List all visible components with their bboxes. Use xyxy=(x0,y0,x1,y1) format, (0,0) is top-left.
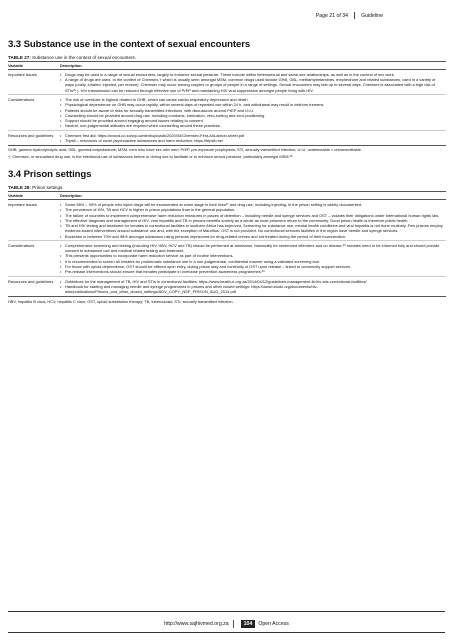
column-header-variable: Variable xyxy=(8,192,60,200)
document-type: Guideline xyxy=(361,12,383,19)
row-label: Considerations xyxy=(8,241,60,277)
list-item: • A range of drugs are used. In the context of Chemsex,† which is usually seen amongst MSM, common drugs used include GHB, GBL, methamphetamines, mephedrone and related substances, used in a variety of ways (orally, inhaled, injected, per rectum). Chemsex may occur among couples or groups of people in a range of settings. Sexual encounters may last up to several days. Chemsex is associated with a high risk of STIs²⁵ ). HIV transmission can be reduced through effective use of PrEP and maintaining HIV viral suppression amongst people living with HIV. xyxy=(60,77,444,93)
table-footnote: HBV, hepatitis B virus; HCV, hepatitis C virus; OST, opioid substitution therapy; TB, tuberculosis; STI, sexually transmitted infection. xyxy=(8,298,234,304)
row-label: Considerations xyxy=(8,95,60,131)
list-item: • The risk of overdose is highest related to GHB, which can cause cardio-respiratory depression and death. xyxy=(60,97,444,102)
page-content xyxy=(8,39,446,304)
footer-bar xyxy=(8,620,445,628)
resource-link[interactable]: • Handbook for starting and managing needle and syringe programmes in prisons and other closed settings: https://www.unodc.org/documents/hiv-aids/publications/Prisons_and_other_closed_settings/ADV_COPY_NSP_PRISON_AUG_2014.pdf xyxy=(60,284,444,295)
table-row xyxy=(8,277,446,297)
list-item: • Drugs may be used in a range of sexual encounters, largely to enhance sexual pleasure. These include within heterosexual and same-sex relationships, as well as in the context of sex work. xyxy=(60,72,444,77)
table-row xyxy=(8,241,446,277)
table-title: Prison settings. xyxy=(30,185,64,191)
table-row xyxy=(8,131,446,146)
footer-rule xyxy=(8,611,445,612)
table-footnote: †, Chemsex, or sexualised drug use, is the intentional use of substances before or during sex to facilitate or to enhance sexual pleasure, particularly amongst MSM.²⁶ xyxy=(8,154,293,159)
list-item: • This presents opportunities to incorporate harm reduction service as part of routine interventions. xyxy=(60,253,444,258)
row-label: Resources and guidelines xyxy=(8,131,60,146)
table-row xyxy=(8,200,446,241)
table-prison-settings xyxy=(8,191,446,297)
page-header xyxy=(316,12,383,19)
table-footnote: GHB, gamma-hydroxybutyric acid; GBL, gamma-butyrolactone; MSM, men who have sex with men; PrEP, pre-exposure prophylaxis; STI, sexually transmitted infection; U=U, undetectable = untransmittable. xyxy=(8,147,362,153)
footer-divider xyxy=(233,620,234,628)
table-row xyxy=(8,95,446,131)
list-item: • Neutral, non-judgemental attitudes are required when counselling around these practices. xyxy=(60,123,444,128)
list-item: • Physiological dependence on GHB may occur rapidly, within several days of repeated use within 24 h, and withdrawal may result in delirium tremens. xyxy=(60,102,444,107)
table-title: Substance use in the context of sexual encounters. xyxy=(30,55,137,60)
row-label: Resources and guidelines xyxy=(8,277,60,297)
list-item: • TB and HIV testing and treatment for inmates in correctional facilities in southern Africa has improved. Screening for substance use, mental health conditions and viral hepatitis is not done routinely. Few prisons employ evidence-based interventions around substance use and, with the exception of Mauritius, OST is not provided. No correctional services facilities in the region have needle and syringe services. xyxy=(60,223,444,234)
table-row xyxy=(8,70,446,95)
table-number: TABLE 28: xyxy=(8,185,31,191)
list-item: • The prevalence of HIV, TB and HCV is higher in prison populations than in the general population. xyxy=(60,207,444,212)
table-caption xyxy=(8,185,446,190)
table-caption xyxy=(8,55,446,60)
row-label: Important issues xyxy=(8,200,60,241)
resource-link[interactable]: • Guidelines for the management of TB, HIV and STIs in correctional facilities: https://www.health-e.org.za/2014/04/12/guidelines-management-tb-hiv-stis-correctional-facilities/ xyxy=(60,279,444,284)
list-item: • Pre-release interventions should ensure that inmates participate in overdose prevention awareness programmes.²⁸ xyxy=(60,269,444,274)
section-heading: 3.3 Substance use in the context of sexual encounters xyxy=(8,39,251,50)
column-header-description: Description xyxy=(60,192,446,200)
journal-url[interactable]: http://www.sajhivmed.org.za xyxy=(164,621,229,627)
page-number: 104 xyxy=(241,620,256,628)
section-prison-settings xyxy=(8,169,446,304)
column-header-variable: Variable xyxy=(8,62,60,70)
column-header-description: Description xyxy=(60,62,446,70)
list-item: • Buckshee is between 70% and 98% amongst substance-using persons imprisoned for drug-related crimes and not treated during the period of their incarceration. xyxy=(60,234,444,239)
list-item: • For those with opioid dependence, OST should be offered upon entry, during prison stay and continuity of OST upon release – linked to community support services. xyxy=(60,264,444,269)
page-footer xyxy=(8,611,445,627)
resource-link[interactable]: • Tripsit – resources of novel psychoactive substances and harm reduction: https://tripsit.me/ xyxy=(60,138,444,143)
list-item: • The failure of countries to implement comprehensive harm reduction measures in places of detention – including needle and syringe services and OST – violates their obligations under international human rights law. xyxy=(60,213,444,218)
list-item: • Counselling should be provided around drug use, including condoms, lubrication, zero-sorting and zero-positioning. xyxy=(60,113,444,118)
list-item: • Patients should be aware of risks for sexually transmitted infections, with discussions around PrEP and U=U. xyxy=(60,108,444,113)
list-item: • It is recommended to screen all inmates for problematic substance use in a non-judgemental, confidential manner using a validated screening tool. xyxy=(60,259,444,264)
table-number: TABLE 27: xyxy=(8,55,31,60)
table-substance-use xyxy=(8,61,446,146)
bottom-rule xyxy=(8,632,445,633)
resource-link[interactable]: • Chemsex first aid: https://anova.co.za/wp-content/uploads/2020/04/Chemsex-First-Aid-action-sheet.pdf xyxy=(60,133,444,138)
row-label: Important issues xyxy=(8,70,60,95)
open-access-label: Open Access xyxy=(258,621,289,627)
list-item: • Comprehensive screening and testing (including HIV, HBV, HCV and TB) should be performed at admission, biannually for sentenced offenders and on release.²⁸ Inmates need to be informed fully and should provide consent to substance use and medical related testing and treatment. xyxy=(60,243,444,254)
list-item: • Some 56% – 90% of people who inject drugs will be incarcerated at some stage in their lives²⁷ and drug use, including injecting, in the prison setting is widely documented. xyxy=(60,202,444,207)
page-indicator: Page 21 of 34 xyxy=(315,12,349,19)
list-item: • Support should be provided around engaging around issues relating to consent. xyxy=(60,118,444,123)
section-substance-use xyxy=(8,39,446,159)
section-heading: 3.4 Prison settings xyxy=(8,169,92,181)
header-divider xyxy=(354,12,355,19)
list-item: • The effective diagnosis and management of HIV, viral hepatitis and TB in prisons benefits society as a whole as most prisoners return to the community. Good prison health is therefore public health. xyxy=(60,218,444,223)
